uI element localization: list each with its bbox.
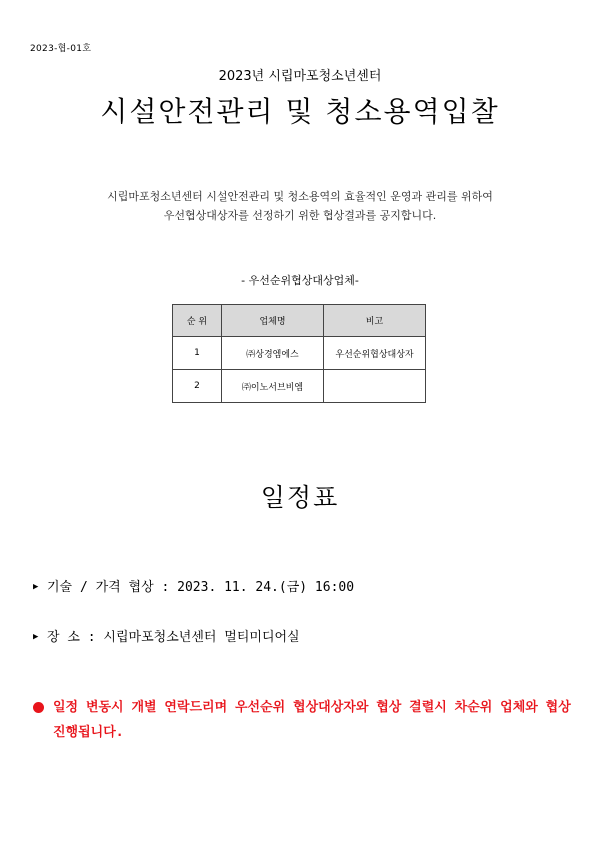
vendor-table <box>172 304 426 403</box>
vendor-section-label: - 우선순위협상대상업체- <box>241 274 359 287</box>
document-number: 2023-협-01호 <box>30 44 92 54</box>
schedule-item-negotiation <box>33 576 354 595</box>
table-header-row <box>173 305 426 337</box>
schedule-item-text: 기술 / 가격 협상 : 2023. 11. 24.(금) 16:00 <box>47 580 355 595</box>
schedule-item-location <box>33 626 300 645</box>
vendor-name-cell: ㈜이노서브비엠 <box>222 370 324 403</box>
schedule-title: 일정표 <box>260 483 340 512</box>
rank-cell: 1 <box>173 337 222 370</box>
table-row <box>173 370 426 403</box>
note-cell: 우선순위협상대상자 <box>324 337 426 370</box>
table-row <box>173 337 426 370</box>
org-subtitle: 2023년 시립마포청소년센터 <box>218 69 382 84</box>
triangle-right-icon: ▶ <box>33 582 39 592</box>
vendor-name-header: 업체명 <box>222 305 324 337</box>
notice-block <box>33 695 573 745</box>
intro-line-2: 우선협상대상자를 선정하기 위한 협상결과를 공지합니다. <box>163 209 437 222</box>
page-title: 시설안전관리 및 청소용역입찰 <box>100 95 500 128</box>
note-header: 비고 <box>324 305 426 337</box>
intro-paragraph <box>0 187 600 225</box>
triangle-right-icon: ▶ <box>33 632 39 642</box>
rank-cell: 2 <box>173 370 222 403</box>
rank-header: 순 위 <box>173 305 222 337</box>
notice-text: 일정 변동시 개별 연락드리며 우선순위 협상대상자와 협상 결렬시 차순위 업체와 협상 진행됩니다. <box>53 700 571 740</box>
bullet-dot-icon <box>33 702 44 713</box>
vendor-name-cell: ㈜상경엠에스 <box>222 337 324 370</box>
intro-line-1: 시립마포청소년센터 시설안전관리 및 청소용역의 효율적인 운영과 관리를 위하여 <box>107 190 493 203</box>
schedule-item-text: 장 소 : 시립마포청소년센터 멀티미디어실 <box>47 630 300 645</box>
note-cell <box>324 370 426 403</box>
